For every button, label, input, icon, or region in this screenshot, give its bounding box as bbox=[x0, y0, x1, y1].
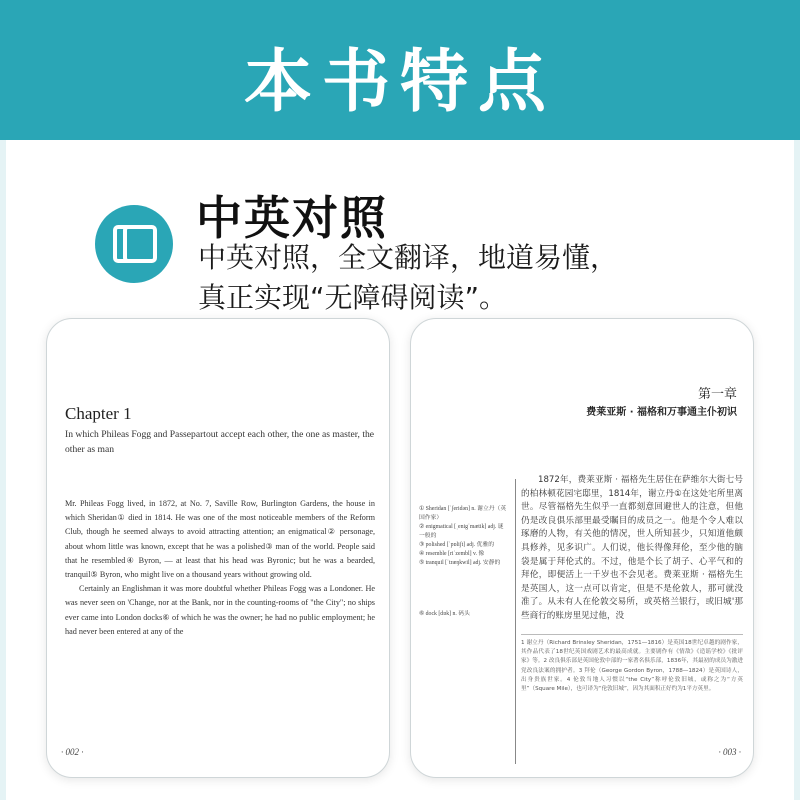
vocabulary-notes bbox=[419, 505, 509, 619]
english-body bbox=[65, 497, 375, 639]
feature-title: 中英对照 bbox=[196, 191, 388, 245]
header-banner bbox=[0, 0, 800, 140]
feature-desc-line-2: 真正实现“无障碍阅读”。 bbox=[198, 281, 508, 314]
chapter-heading: Chapter 1 bbox=[65, 404, 132, 423]
footnote-divider bbox=[521, 634, 743, 635]
english-paragraph-2: Certainly an Englishman it was more doubtful whether Phileas Fogg was a Londoner. He was never seen on 'Change, nor at the Bank, nor in the counting-rooms of "the City"; no ships ever came into London docks⑥ of which he was the owner; he had no public employment; he had never been entered at any of the bbox=[65, 584, 375, 636]
vocab-item: ② enigmatical [ˌenigˈmætik] adj. 谜一般的 bbox=[419, 524, 504, 539]
chinese-chapter-heading: 第一章 bbox=[697, 387, 737, 402]
banner-title: 本书特点 bbox=[243, 43, 556, 122]
chinese-paragraph: 1872年，费莱亚斯 · 福格先生居住在萨维尔大街七号的柏林顿花园宅邸里，1814年，谢立丹①在这处宅所里离世。尽管福格先生似乎一直都刻意回避世人的注意，但他仍是改良俱乐部里最受瞩目的成员之一。他是个令人难以琢磨的人物，有关他的情况，世人所知甚少，只知道他颇具修养，见多识广。人们说，他长得像拜伦，至少他的脑袋是属于拜伦式的。不过，他是个长了胡子、心平气和的拜伦，即便活上一千岁也不会见老。费莱亚斯 · 福格先生是英国人，这一点可以肯定，但是不是伦敦人，那可就没准了。从未有人在伦敦交易所，或英格兰银行，或旧城'那些商行的账房里见过他，没 bbox=[521, 475, 743, 621]
feature-description bbox=[198, 238, 618, 318]
vocab-item: ① Sheridan [ˈʃeridən] n. 谢立丹（英国作家） bbox=[419, 506, 507, 521]
footnotes: 1 谢立丹（Richard Brinsley Sheridan，1751—1816）是英国18世纪卓越的剧作家，其作品代表了18世纪英国戏剧艺术的最高成就。主要剧作有《情敌》《造谣学校》《批评家》等。2 改良俱乐部是英国伦敦中部的一家著名俱乐部，1836年，其最初的成员为激进党改良法案的拥护者。3 拜伦（George Gordon Byron，1788—1824）是英国诗人，出身贵族世家。4 伦敦当地人习惯以“the City”称呼伦敦旧城，或称之为“方英里”（Square Mile），也可译为“伦敦旧城”，因为其面积正好约为1平方英里。 bbox=[521, 640, 743, 693]
vocab-item: ⑥ dock [dɒk] n. 码头 bbox=[419, 611, 470, 617]
feature-desc-line-1: 中英对照，全文翻译，地道易懂， bbox=[198, 241, 619, 274]
vocab-item: ④ resemble [riˈzembl] v. 像 bbox=[419, 551, 485, 557]
column-divider bbox=[515, 479, 516, 764]
chinese-chapter-title: 费莱亚斯 · 福格和万事通主仆初识 bbox=[586, 407, 737, 418]
chinese-body bbox=[521, 474, 743, 624]
page-number: · 002 · bbox=[61, 747, 84, 757]
vocab-item: ⑤ tranquil [ˈtræŋkwil] adj. 安静的 bbox=[419, 560, 501, 566]
english-page bbox=[46, 318, 390, 778]
page-number: · 003 · bbox=[718, 747, 741, 757]
chapter-subtitle: In which Phileas Fogg and Passepartout accept each other, the one as master, the other as man bbox=[65, 429, 375, 455]
chinese-page bbox=[410, 318, 754, 778]
english-paragraph-1: Mr. Phileas Fogg lived, in 1872, at No. 7, Saville Row, Burlington Gardens, the house in which Sheridan① died in 1814. He was one of the most noticeable members of the Reform Club, though he seemed always to avoid attracting attention; an enigmatical② personage, about whom little was known, except that he was a polished③ man of the world. People said that he resembled④ Byron, — at least that his head was Byronic; but he was a bearded, tranquil⑤ Byron, who might live on a thousand years without growing old. bbox=[65, 499, 375, 580]
vocab-item: ③ polished [ˈpɒliʃt] adj. 优雅的 bbox=[419, 542, 495, 548]
double-page-icon bbox=[95, 205, 173, 283]
